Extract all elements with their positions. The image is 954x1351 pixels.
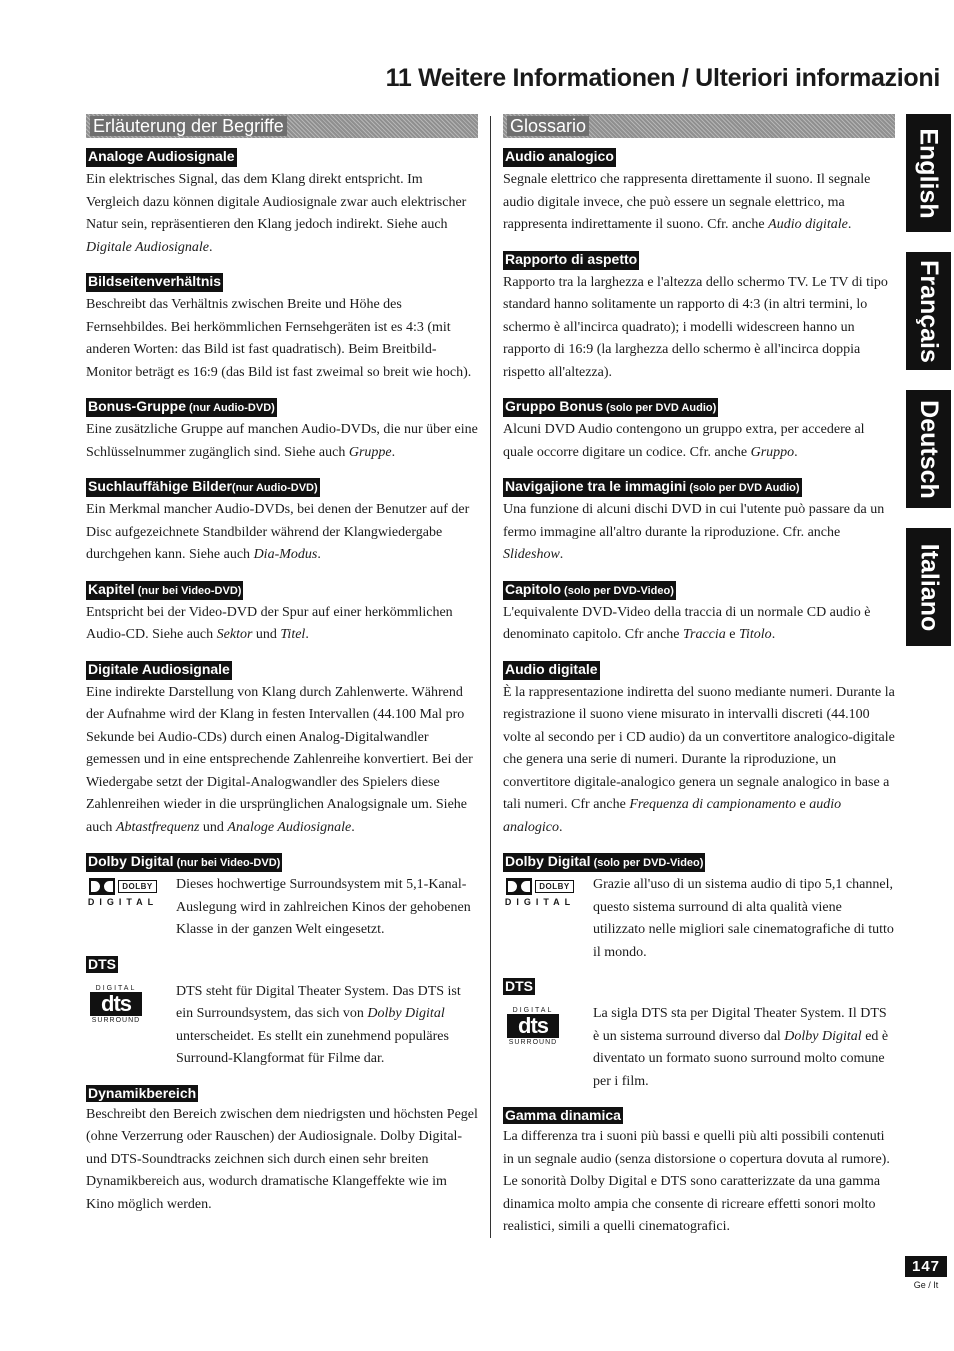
term-bildseitenverhaeltnis: [86, 273, 478, 384]
term-heading: Rapporto di aspetto: [503, 251, 639, 270]
tab-francais[interactable]: Français: [906, 252, 951, 370]
term-heading: Dolby Digital (solo per DVD-Video): [503, 853, 705, 872]
term-rapporto-di-aspetto: [503, 251, 895, 385]
term-gamma-dinamica: [503, 1107, 895, 1239]
term-audio-analogico: [503, 148, 895, 237]
term-text: L'equivalente DVD-Video della traccia di un normale CD audio è denominato capitolo. Cfr anche Traccia e Titolo.: [503, 604, 871, 642]
term-heading: Gamma dinamica: [505, 1107, 621, 1123]
term-text: La sigla DTS sta per Digital Theater System. Il DTS è un sistema surround diverso dal Dolby Digital ed è diventato un formato suono surround molto comune per i film.: [593, 1006, 889, 1089]
term-audio-digitale: [503, 661, 895, 840]
term-capitolo: [503, 581, 895, 647]
dts-logo: DIGITAL dts SURROUND: [91, 984, 141, 1024]
page-language-code: Ge / It: [913, 1280, 939, 1290]
term-heading: Kapitel (nur bei Video-DVD): [86, 581, 243, 600]
dts-logo: DIGITAL dts SURROUND: [508, 1007, 558, 1046]
term-text: Beschreibt das Verhältnis zwischen Breite und Höhe des Fernsehbildes. Bei herkömmlichen Fernsehgeräten ist es 4:3 (mit anderen Worten: das Bild ist fast quadratisch). Beim Breitbild-Monitor beträgt es 16:9 (das Bild ist fast zweimal so breit wie hoch).: [86, 297, 472, 380]
term-text: Grazie all'uso di un sistema audio di tipo 5,1 channel, questo sistema surround di alta qualità viene utilizzato nelle migliori sale cinematografiche di tutto il mondo.: [593, 877, 894, 960]
term-dolby-digital: [86, 853, 478, 942]
term-navigazione-immagini: [503, 478, 895, 567]
german-column: [86, 114, 478, 1230]
term-heading: Capitolo (solo per DVD-Video): [503, 581, 676, 600]
term-text: Segnale elettrico che rappresenta direttamente il suono. Il segnale audio digitale invece, che può essere un segnale elettrico, ma rappresenta indirettamente il suono. Cfr. anche Audio digitale.: [503, 172, 871, 232]
term-heading: DTS: [88, 955, 116, 972]
term-text: Eine indirekte Darstellung von Klang durch Zahlenwerte. Während der Aufnahme wird der Klang in festen Intervallen (44.100 Mal pro Sekunde bei Audio-CDs) durch einen Analog-Digitalwandler gemessen und in eine entsprechende Zahlenreihe konvertiert. Bei der Wiedergabe setzt der Digital-Analogwandler des Spielers diese Zahlenreihen wieder in die ursprünglichen Analogsignale um. Siehe auch Abtastfrequenz und Analoge Audiosignale.: [86, 684, 473, 835]
page-number: 147: [905, 1256, 947, 1277]
term-heading: Suchlauffähige Bilder(nur Audio-DVD): [86, 478, 320, 497]
term-heading: DTS: [505, 978, 533, 994]
term-text: Una funzione di alcuni dischi DVD in cui l'utente può passare da un fermo immagine all'altro durante la riproduzione. Cfr. anche Slideshow.: [503, 502, 885, 562]
column-divider: [490, 116, 491, 1238]
term-heading: Bonus-Gruppe (nur Audio-DVD): [86, 398, 277, 417]
term-dynamikbereich: [86, 1085, 478, 1217]
term-text: Beschreibt den Bereich zwischen dem niedrigsten und höchsten Pegel (ohne Verzerrung oder Rauschen) der Audiosignale. Dolby Digital- und DTS-Soundtracks zeichnen sich durch einen sehr breiten Dynamikbereich aus, wodurch dramatische Klangeffekte wie im Kino möglich werden.: [86, 1106, 478, 1212]
term-heading: Audio digitale: [503, 661, 600, 680]
term-text: Dieses hochwertige Surroundsystem mit 5,1-Kanal-Auslegung wird in zahlreichen Kinos der gehobenen Klasse in der ganzen Welt eingesetzt.: [176, 877, 471, 937]
term-bonus-gruppe: [86, 398, 478, 464]
tab-italiano[interactable]: Italiano: [906, 528, 951, 646]
term-text: È la rappresentazione indiretta del suono mediante numeri. Durante la registrazione il suono viene misurato in intervalli discreti (44.100 volte al secondo per i CD audio) da un convertitore analogico-digitale che genera una serie di numeri. Durante la riproduzione, un convertitore digitale-analogico genera un segnale analogico in base a tali numeri. Cfr anche Frequenza di campionamento e audio analogico.: [503, 684, 895, 835]
dolby-digital-logo: DOLBY DIGITAL: [503, 878, 577, 907]
term-heading: Audio analogico: [503, 148, 616, 167]
term-text: La differenza tra i suoni più bassi e quelli più alti possibili contenuti in un segnale audio (senza distorsione o copertura dovuta al rumore). Le sonorità Dolby Digital e DTS sono caratterizzate da una gamma dinamica molto ampia che consente di ricreare effetti sonori molto realistici, simili a quelli cinematografici.: [503, 1129, 890, 1234]
term-heading: Gruppo Bonus (solo per DVD Audio): [503, 398, 718, 417]
dolby-digital-logo: DOLBY DIGITAL: [86, 878, 160, 907]
term-heading: Digitale Audiosignale: [86, 661, 232, 680]
italian-column: [503, 114, 895, 1253]
term-heading: Dynamikbereich: [88, 1084, 197, 1101]
term-heading: Bildseitenverhältnis: [86, 273, 223, 292]
term-analoge-audiosignale: [86, 148, 478, 259]
term-digitale-audiosignale: [86, 661, 478, 840]
term-kapitel: [86, 581, 478, 647]
double-d-icon: [89, 878, 115, 895]
term-dts: [86, 956, 478, 1071]
double-d-icon: [506, 878, 532, 895]
term-text: Eine zusätzliche Gruppe auf manchen Audio-DVDs, die nur über eine Schlüsselnummer zugänglich sind. Siehe auch Gruppe.: [86, 422, 478, 460]
tab-english[interactable]: English: [906, 114, 951, 232]
term-text: DTS steht für Digital Theater System. Das DTS ist ein Surroundsystem, das sich von Dolby Digital unterscheidet. Es stellt ein zunehmend populäres Surround-Klangformat für Filme dar.: [176, 983, 461, 1066]
tab-deutsch[interactable]: Deutsch: [906, 390, 951, 508]
section-title-italian: Glossario: [503, 114, 895, 138]
term-heading: Navigajione tra le immagini (solo per DVD Audio): [503, 478, 802, 497]
term-gruppo-bonus: [503, 398, 895, 464]
term-text: Rapporto tra la larghezza e l'altezza dello schermo TV. Le TV di tipo standard hanno solitamente un rapporto di 4:3 (in altri termini, lo schermo è all'incirca quadrato); i modelli widescreen hanno un rapporto di 16:9 (la larghezza dello schermo è all'incirca doppia rispetto all'altezza).: [503, 274, 888, 380]
section-title-german: Erläuterung der Begriffe: [86, 114, 478, 138]
term-text: Entspricht bei der Video-DVD der Spur auf einer herkömmlichen Audio-CD. Siehe auch Sektor und Titel.: [86, 604, 453, 642]
term-text: Alcuni DVD Audio contengono un gruppo extra, per accedere al quale occorre digitare un codice. Cfr. anche Gruppo.: [503, 422, 865, 460]
term-text: Ein elektrisches Signal, das dem Klang direkt entspricht. Im Vergleich dazu können digitale Audiosignale zwar auch elektrischer Natur sein, repräsentieren den Klang jedoch indirekt. Siehe auch Digitale Audiosignale.: [86, 172, 467, 255]
page-title: 11 Weitere Informationen / Ulteriori informazioni: [385, 64, 940, 92]
term-dts-it: [503, 978, 895, 1093]
term-heading: Analoge Audiosignale: [86, 148, 237, 167]
term-dolby-digital-it: [503, 853, 895, 964]
term-heading: Dolby Digital (nur bei Video-DVD): [86, 853, 282, 872]
term-suchlauffaehige-bilder: [86, 478, 478, 567]
term-text: Ein Merkmal mancher Audio-DVDs, bei denen der Benutzer auf der Disc aufgezeichnete Standbilder während der Klangwiedergabe durchgehen kann. Siehe auch Dia-Modus.: [86, 502, 470, 562]
